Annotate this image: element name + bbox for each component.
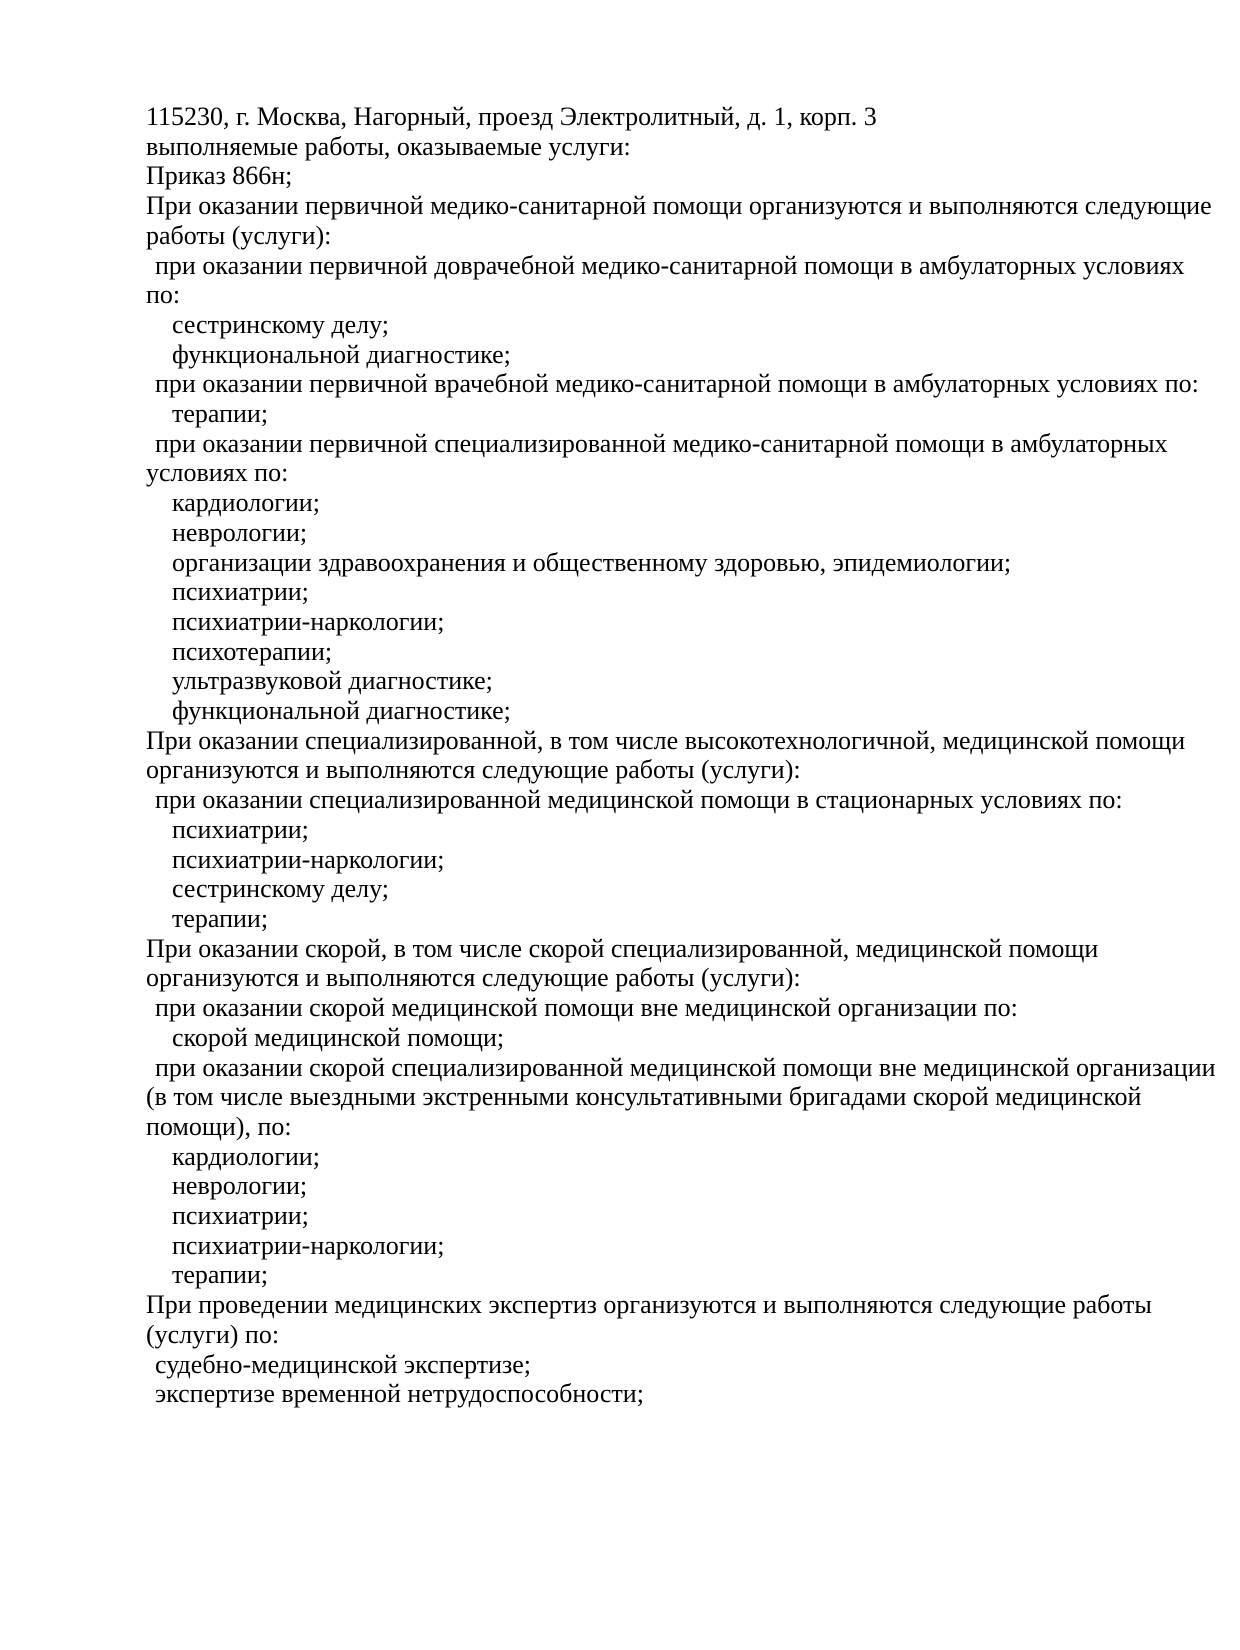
text-line: (услуги) по:: [146, 1319, 280, 1349]
text-line: организации здравоохранения и общественному здоровью, эпидемиологии;: [172, 547, 1012, 577]
text-line: терапии;: [172, 1260, 269, 1290]
text-line: психиатрии;: [172, 577, 309, 607]
text-line: При оказании специализированной, в том числе высокотехнологичной, медицинской помощи: [146, 725, 1186, 755]
text-line: неврологии;: [172, 517, 308, 547]
text-line: психиатрии-наркологии;: [172, 606, 445, 636]
text-line: 115230, г. Москва, Нагорный, проезд Электролитный, д. 1, корп. 3: [146, 102, 877, 131]
text-line: судебно-медицинской экспертизе;: [155, 1349, 532, 1379]
text-line: психиатрии-наркологии;: [172, 844, 445, 874]
text-line: выполняемые работы, оказываемые услуги:: [146, 131, 631, 161]
text-line: организуются и выполняются следующие работы (услуги):: [146, 755, 801, 785]
text-line: психиатрии-наркологии;: [172, 1230, 445, 1260]
text-line: психиатрии;: [172, 814, 309, 844]
text-line: кардиологии;: [172, 1141, 320, 1171]
text-line: функциональной диагностике;: [172, 339, 511, 369]
text-line: кардиологии;: [172, 488, 320, 518]
text-line: при оказании скорой специализированной медицинской помощи вне медицинской организации: [155, 1052, 1216, 1082]
text-line: психиатрии;: [172, 1201, 309, 1231]
text-line: неврологии;: [172, 1171, 308, 1201]
text-line: сестринскому делу;: [172, 874, 390, 904]
text-line: функциональной диагностике;: [172, 696, 511, 726]
text-line: ультразвуковой диагностике;: [172, 666, 493, 696]
text-line: при оказании скорой медицинской помощи вне медицинской организации по:: [155, 993, 1018, 1023]
text-line: (в том числе выездными экстренными консультативными бригадами скорой медицинской: [146, 1082, 1142, 1112]
text-line: скорой медицинской помощи;: [172, 1022, 505, 1052]
text-line: сестринскому делу;: [172, 309, 390, 339]
text-line: помощи), по:: [146, 1111, 292, 1141]
text-line: психотерапии;: [172, 636, 333, 666]
text-line: При оказании первичной медико-санитарной помощи организуются и выполняются следующие: [146, 191, 1212, 221]
text-line: при оказании первичной специализированной медико-санитарной помощи в амбулаторных: [155, 428, 1168, 458]
text-line: условиях по:: [146, 458, 289, 488]
document-text: [146, 102, 1216, 1409]
text-line: При оказании скорой, в том числе скорой специализированной, медицинской помощи: [146, 933, 1099, 963]
text-line: работы (услуги):: [146, 220, 332, 250]
text-line: при оказании первичной доврачебной медико-санитарной помощи в амбулаторных условиях: [155, 250, 1185, 280]
text-line: по:: [146, 280, 181, 310]
text-line: при оказании первичной врачебной медико-санитарной помощи в амбулаторных условиях по:: [155, 369, 1199, 399]
text-line: экспертизе временной нетрудоспособности;: [155, 1379, 644, 1409]
text-line: терапии;: [172, 903, 269, 933]
text-line: при оказании специализированной медицинской помощи в стационарных условиях по:: [155, 785, 1123, 815]
text-line: При проведении медицинских экспертиз организуются и выполняются следующие работы: [146, 1290, 1152, 1320]
text-line: организуются и выполняются следующие работы (услуги):: [146, 963, 801, 993]
text-line: Приказ 866н;: [146, 161, 293, 191]
text-line: терапии;: [172, 399, 269, 429]
